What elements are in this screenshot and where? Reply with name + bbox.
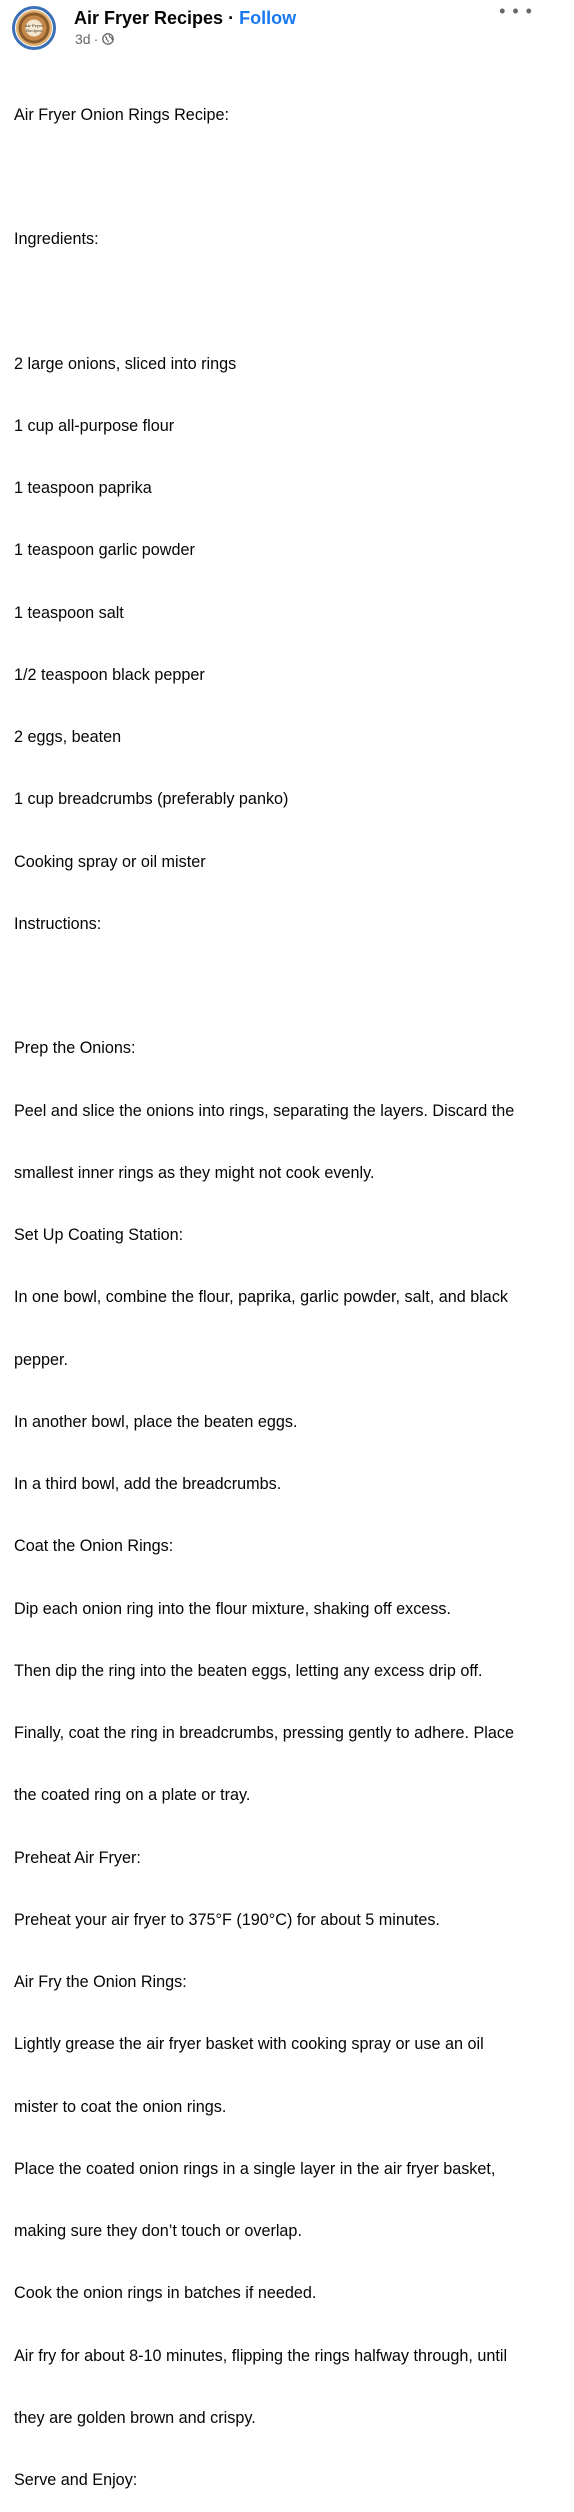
step-text: Place the coated onion rings in a single layer in the air fryer basket, (14, 2159, 496, 2178)
post-header (0, 0, 559, 56)
step-text: Then dip the ring into the beaten eggs, letting any excess drip off. (14, 1661, 483, 1680)
page-name-link[interactable]: Air Fryer Recipes (74, 8, 224, 28)
step-text: Air fry for about 8-10 minutes, flipping the rings halfway through, until (14, 2346, 508, 2365)
step-text: Peel and slice the onions into rings, separating the layers. Discard the (14, 1101, 515, 1120)
ingredient-item: 2 large onions, sliced into rings (14, 354, 237, 373)
ingredient-item: 1 teaspoon salt (14, 603, 124, 622)
step-text: they are golden brown and crispy. (14, 2408, 256, 2427)
page-avatar[interactable] (12, 6, 56, 50)
step-text: the coated ring on a plate or tray. (14, 1786, 251, 1805)
blank-line (14, 291, 574, 312)
step-text: mister to coat the onion rings. (14, 2097, 227, 2116)
step-heading: Air Fry the Onion Rings: (14, 1973, 187, 1991)
post-meta (75, 31, 114, 47)
step-text: smallest inner rings as they might not cook evenly. (14, 1163, 375, 1182)
step-heading: Prep the Onions: (14, 1039, 136, 1058)
step-text: Lightly grease the air fryer basket with cooking spray or use an oil (14, 2035, 484, 2054)
step-text: Finally, coat the ring in breadcrumbs, pressing gently to adhere. Place (14, 1724, 514, 1742)
post-body (14, 63, 574, 2512)
step-heading: Coat the Onion Rings: (14, 1537, 174, 1556)
step-text: Dip each onion ring into the flour mixture, shaking off excess. (14, 1599, 451, 1618)
page-name-row (74, 8, 296, 29)
ingredient-item: Cooking spray or oil mister (14, 852, 206, 871)
step-text: Preheat your air fryer to 375°F (190°C) for about 5 minutes. (14, 1910, 440, 1929)
ingredient-item: 1 cup all-purpose flour (14, 416, 175, 435)
post-timestamp[interactable]: 3d (75, 31, 91, 47)
step-text: Cook the onion rings in batches if needed. (14, 2284, 317, 2303)
instructions-heading: Instructions: (14, 914, 102, 933)
ingredient-item: 1/2 teaspoon black pepper (14, 665, 205, 684)
avatar-logo-text: Air Fryer Recipes (24, 23, 44, 33)
step-heading: Set Up Coating Station: (14, 1226, 184, 1244)
separator-dot: · (228, 8, 235, 28)
step-text: In another bowl, place the beaten eggs. (14, 1412, 298, 1431)
step-text: making sure they don’t touch or overlap. (14, 2222, 302, 2240)
more-options-icon[interactable]: • • • (499, 1, 533, 21)
ingredient-item: 1 teaspoon garlic powder (14, 541, 195, 560)
meta-separator: · (93, 31, 99, 47)
ingredient-item: 1 teaspoon paprika (14, 479, 152, 497)
ingredient-item: 2 eggs, beaten (14, 728, 122, 746)
ingredient-item: 1 cup breadcrumbs (preferably panko) (14, 790, 289, 809)
follow-button[interactable]: Follow (239, 8, 297, 28)
step-heading: Serve and Enjoy: (14, 2471, 138, 2489)
ingredients-heading: Ingredients: (14, 230, 99, 248)
post-title: Air Fryer Onion Rings Recipe: (14, 105, 230, 124)
step-text: pepper. (14, 1350, 69, 1369)
step-text: In a third bowl, add the breadcrumbs. (14, 1475, 282, 1493)
step-heading: Preheat Air Fryer: (14, 1848, 141, 1867)
blank-line (14, 976, 574, 997)
blank-line (14, 167, 574, 188)
globe-icon (102, 33, 114, 45)
step-text: In one bowl, combine the flour, paprika, garlic powder, salt, and black (14, 1288, 509, 1307)
avatar-image (15, 9, 53, 47)
